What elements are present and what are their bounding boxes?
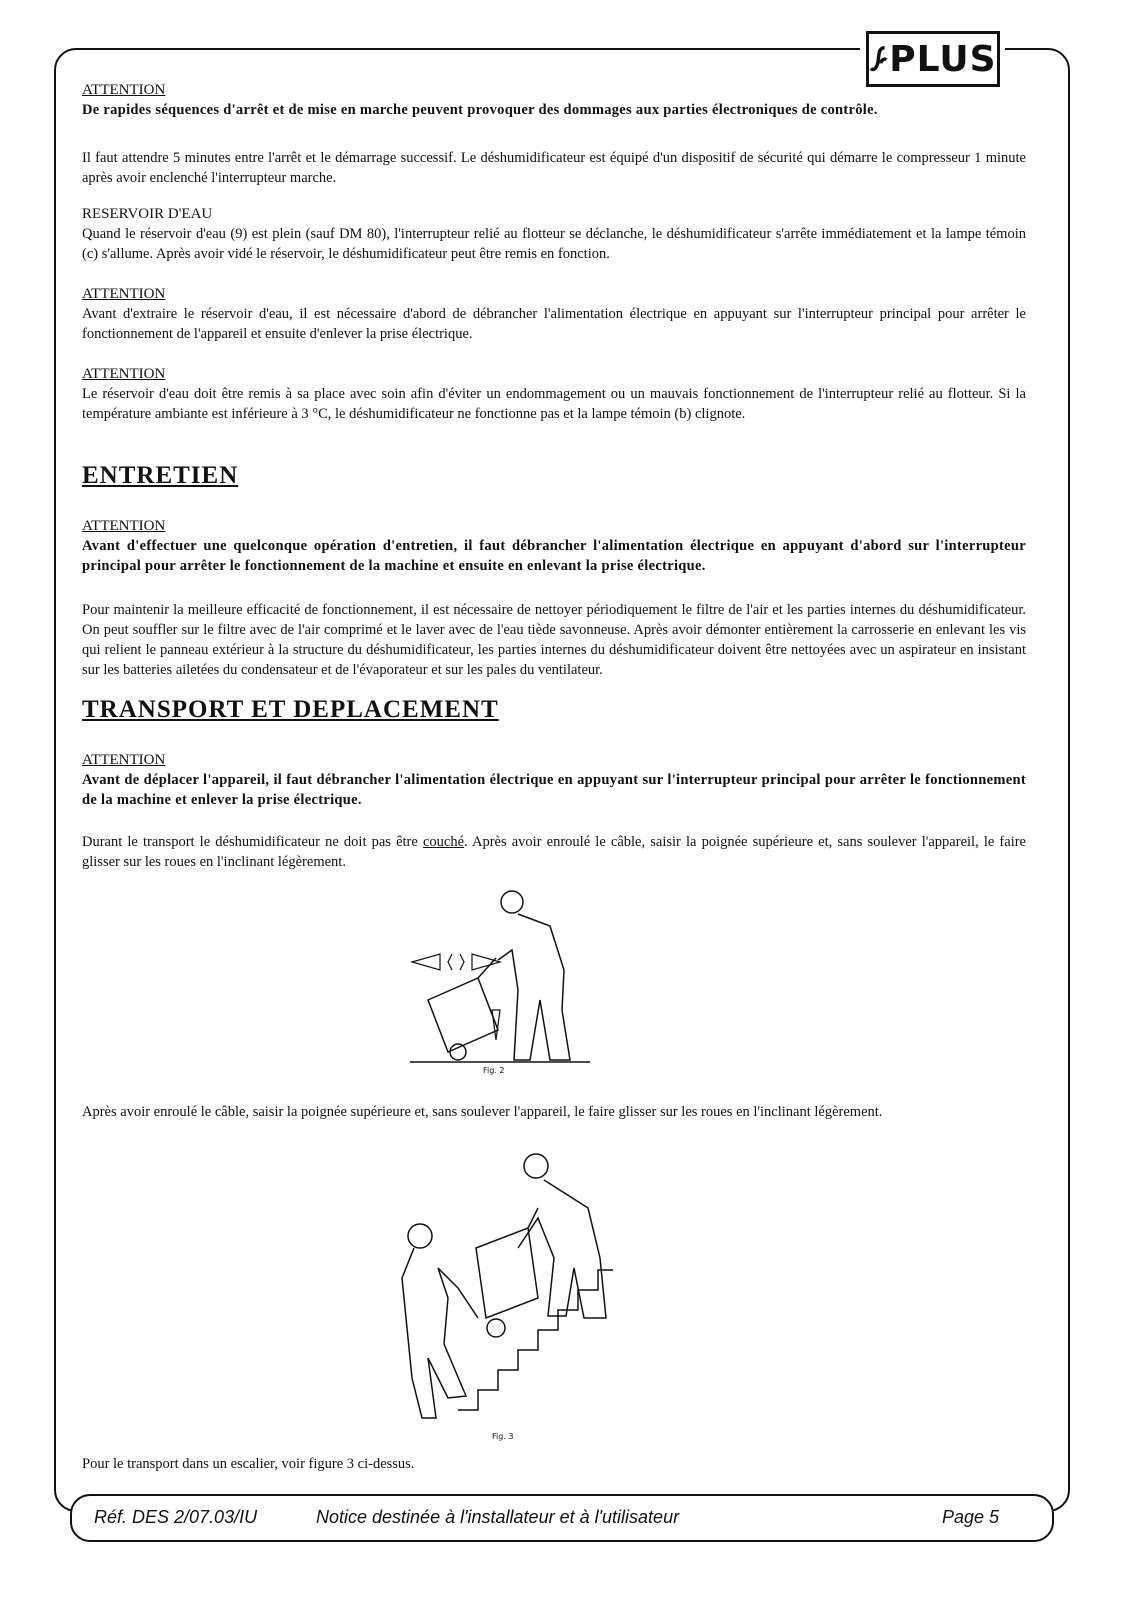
logo-box [866,31,1000,87]
figure-2-illustration [400,880,600,1075]
footer-notice: Notice destinée à l'installateur et à l'utilisateur [316,1507,680,1527]
footer-page-number: Page 5 [942,1507,1000,1527]
logo-text: PLUS [889,38,997,80]
transport-paragraph-3 [82,1454,1026,1474]
section-heading-entretien: ENTRETIEN [82,462,239,489]
underlined-word: couché [422,834,465,850]
figure-3-illustration [388,1148,618,1423]
attention-block-2 [82,284,1026,344]
attention-title: ATTENTION [82,366,166,382]
text-part: Durant le transport le déshumidificateur ne doit pas être [82,834,423,850]
paragraph-text: Pour le transport dans un escalier, voir figure 3 ci-dessus. [82,1456,415,1472]
transport-paragraph-2 [82,1102,1026,1122]
paragraph-text: Pour maintenir la meilleure efficacité de fonctionnement, il est nécessaire de nettoyer périodiquement le filtre de l'air et les parties internes du déshumidificateur. On peut souffler sur le filtre avec de l'air comprimé et le laver avec de l'eau tiède savonneuse. Après avoir démonter entièrement la carrosserie en enlevant les vis qui relient le panneau extérieur à la structure du déshumidificateur, les parties internes du déshumidificateur doivent être nettoyées avec un aspirateur en insistant sur les batteries ailetées du condensateur et de l'évaporateur et sur les pales du ventilateur. [82,602,1026,678]
reservoir-title: RESERVOIR D'EAU [82,206,213,222]
attention-text: Le réservoir d'eau doit être remis à sa place avec soin afin d'éviter un endommagement ou un mauvais fonctionnement de l'interrupteur relié au flotteur. Si la température ambiante est inférieure à 3 °C, le déshumidificateur ne fonctionne pas et la lampe témoin (b) clignote. [82,386,1026,422]
attention-text: De rapides séquences d'arrêt et de mise en marche peuvent provoquer des dommages aux parties électroniques de contrôle. [82,102,878,118]
paragraph-text: Après avoir enroulé le câble, saisir la poignée supérieure et, sans soulever l'appareil, le faire glisser sur les roues en l'inclinant légèrement. [82,1104,883,1120]
attention-title: ATTENTION [82,752,166,768]
text-part: . Après avoir enroulé le câble, saisir la poignée supérieure et, sans soulever l'appareil, le faire glisser sur les roues en l'inclinant légèrement. [82,834,1026,870]
transport-attention [82,750,1026,810]
transport-paragraph [82,832,1026,872]
attention-text: Avant d'effectuer une quelconque opération d'entretien, il faut débrancher l'alimentation électrique en appuyant d'abord sur l'interrupteur principal pour arrêter le fonctionnement de la machine et ensuite en enlevant la prise électrique. [82,538,1026,574]
logo-hook-icon [869,42,890,76]
attention-title: ATTENTION [82,82,166,98]
figure-2-caption: Fig. 2 [483,1066,505,1075]
attention-text: Avant de déplacer l'appareil, il faut débrancher l'alimentation électrique en appuyant sur l'interrupteur principal pour arrêter le fonctionnement de la machine et enlever la prise électrique. [82,772,1026,808]
section-heading-transport: TRANSPORT ET DEPLACEMENT [82,696,499,723]
reservoir-block [82,204,1026,264]
attention-block-1 [82,80,1026,120]
paragraph-restart [82,148,1026,188]
attention-title: ATTENTION [82,518,166,534]
attention-block-3 [82,364,1026,424]
transport-section [82,696,1026,723]
attention-text: Avant d'extraire le réservoir d'eau, il est nécessaire d'abord de débrancher l'alimentation électrique en appuyant sur l'interrupteur principal pour arrêter le fonctionnement de l'appareil et ensuite d'enlever la prise électrique. [82,306,1026,342]
entretien-attention [82,516,1026,576]
entretien-section [82,462,1026,489]
page-footer [70,1494,1054,1542]
paragraph-text: Il faut attendre 5 minutes entre l'arrêt et le démarrage successif. Le déshumidificateur est équipé d'un dispositif de sécurité qui démarre le compresseur 1 minute après avoir enclenché l'interrupteur marche. [82,150,1026,186]
paragraph-text [82,832,1026,872]
reservoir-text: Quand le réservoir d'eau (9) est plein (sauf DM 80), l'interrupteur relié au flotteur se déclanche, le déshumidificateur s'arrête immédiatement et la lampe témoin (c) s'allume. Après avoir vidé le réservoir, le déshumidificateur peut être remis en fonction. [82,226,1026,262]
figure-3-caption: Fig. 3 [492,1432,514,1441]
footer-reference: Réf. DES 2/07.03/IU [94,1507,258,1527]
attention-title: ATTENTION [82,286,166,302]
entretien-paragraph [82,600,1026,680]
